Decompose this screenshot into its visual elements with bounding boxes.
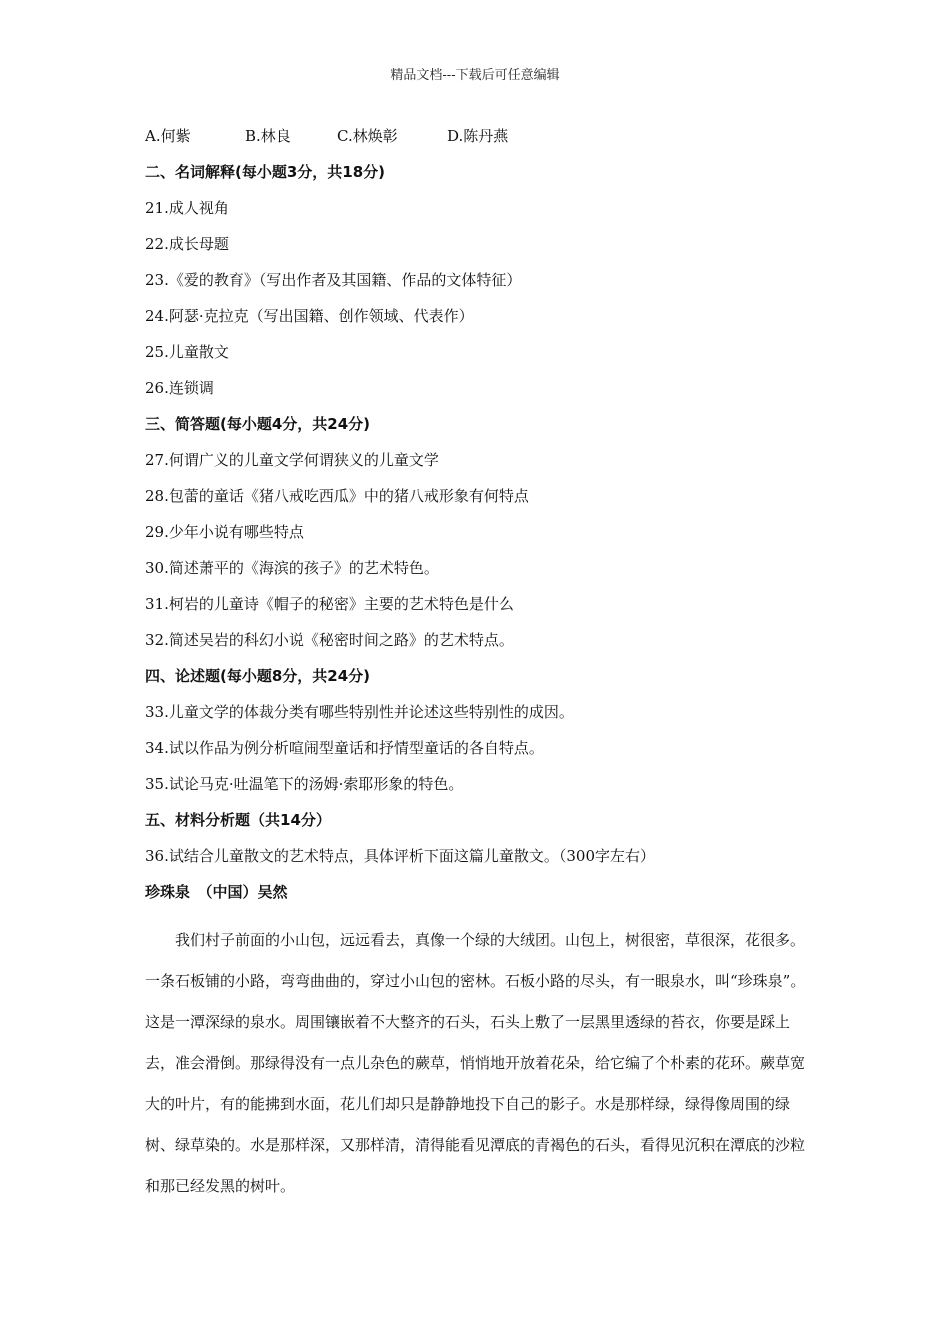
question-32: 32.简述吴岩的科幻小说《秘密时间之路》的艺术特点。 — [145, 631, 514, 649]
option-a: A.何紫 — [145, 127, 191, 145]
question-35: 35.试论马克·吐温笔下的汤姆·索耶形象的特色。 — [145, 775, 464, 793]
question-26: 26.连锁调 — [145, 379, 214, 397]
question-29: 29.少年小说有哪些特点 — [145, 523, 304, 541]
question-36: 36.试结合儿童散文的艺术特点，具体评析下面这篇儿童散文。（300字左右） — [145, 847, 655, 865]
question-30: 30.简述萧平的《海滨的孩子》的艺术特色。 — [145, 559, 439, 577]
section-2-heading: 二、名词解释(每小题3分，共18分) — [145, 163, 386, 181]
article-title: 珍珠泉 （中国）吴然 — [145, 883, 288, 901]
question-24: 24.阿瑟·克拉克（写出国籍、创作领域、代表作） — [145, 307, 474, 325]
option-d: D.陈丹燕 — [447, 127, 509, 145]
section-5-heading: 五、材料分析题（共14分） — [145, 811, 331, 829]
answer-options — [145, 124, 825, 160]
option-c: C.林焕彰 — [337, 127, 398, 145]
question-25: 25.儿童散文 — [145, 343, 229, 361]
section-4-heading: 四、论述题(每小题8分，共24分) — [145, 667, 371, 685]
option-b: B.林良 — [245, 127, 291, 145]
question-22: 22.成长母题 — [145, 235, 229, 253]
question-34: 34.试以作品为例分析喧闹型童话和抒情型童话的各自特点。 — [145, 739, 544, 757]
section-3-heading: 三、简答题(每小题4分，共24分) — [145, 415, 371, 433]
question-33: 33.儿童文学的体裁分类有哪些特别性并论述这些特别性的成因。 — [145, 703, 574, 721]
question-27: 27.何谓广义的儿童文学何谓狭义的儿童文学 — [145, 451, 439, 469]
question-21: 21.成人视角 — [145, 199, 229, 217]
article-body: 我们村子前面的小山包，远远看去，真像一个绿的大绒团。山包上，树很密，草很深，花很多。一条石板铺的小路，弯弯曲曲的，穿过小山包的密林。石板小路的尽头，有一眼泉水，叫“珍珠泉”。 这是一潭深绿的泉水。周围镶嵌着不大整齐的石头，石头上敷了一层黑里透绿的苔衣，你要是踩上去，准会滑倒。那绿得没有一点儿杂色的蕨草，悄悄地开放着花朵，给它编了个朴素的花环。蕨草宽大的叶片，有的能拂到水面，花儿们却只是静静地投下自己的影子。水是那样绿，绿得像周围的绿树、绿草染的。水是那样深，又那样清，清得能看见潭底的青褐色的石头，看得见沉积在潭底的沙粒和那已经发黑的树叶。 — [145, 931, 813, 1195]
question-28: 28.包蕾的童话《猪八戒吃西瓜》中的猪八戒形象有何特点 — [145, 487, 529, 505]
question-31: 31.柯岩的儿童诗《帽子的秘密》主要的艺术特色是什么 — [145, 595, 514, 613]
page-header: 精品文档---下载后可任意编辑 — [390, 68, 560, 83]
document-body — [145, 124, 825, 1207]
question-23: 23.《爱的教育》（写出作者及其国籍、作品的文体特征） — [145, 271, 522, 289]
